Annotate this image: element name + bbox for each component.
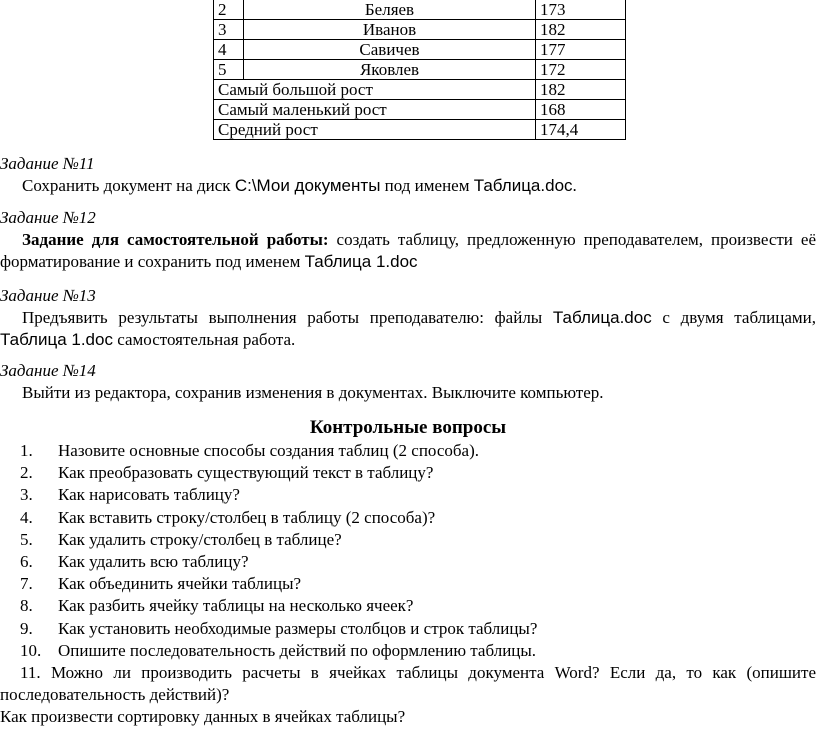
list-item: 1. Назовите основные способы создания таблиц (2 способа). — [20, 441, 480, 460]
summary-row — [214, 80, 626, 100]
row-name: Яковлев — [244, 60, 536, 80]
task-12-title: Задание №12 — [0, 208, 96, 227]
row-number: 2 — [214, 0, 244, 20]
last-question: Как произвести сортировку данных в ячейках таблицы? — [0, 707, 406, 727]
task-13-title: Задание №13 — [0, 286, 96, 305]
file-name: Таблица 1.doc — [0, 330, 113, 349]
table-row — [214, 0, 626, 20]
file-name: Таблица.doc — [552, 308, 652, 327]
task-13-text: Предъявить результаты выполнения работы преподавателю: файлы Таблица.doc с двумя таблицами, Таблица 1.doc самостоятельная работа. — [0, 308, 816, 349]
task-14-text: Выйти из редактора, сохранив изменения в документах. Выключите компьютер. — [22, 383, 604, 402]
path-text: C:\Мои документы — [234, 176, 381, 195]
list-item: 6. Как удалить всю таблицу? — [20, 552, 249, 572]
task-14-title: Задание №14 — [0, 361, 96, 380]
row-name: Савичев — [244, 40, 536, 60]
file-name: Таблица 1.doc — [304, 252, 418, 271]
list-item: 8. Как разбить ячейку таблицы на несколько ячеек? — [20, 596, 414, 616]
task-13 — [0, 285, 816, 351]
summary-value: 174,4 — [536, 120, 626, 140]
row-height: 177 — [536, 40, 626, 60]
list-item: 10. Опишите последовательность действий по оформлению таблицы. — [20, 640, 537, 660]
task-12-text: Задание для самостоятельной работы: создать таблицу, предложенную преподавателем, произвести её форматирование и сохранить под именем Таблица 1.doc — [0, 230, 816, 271]
row-number: 4 — [214, 40, 244, 60]
list-item: 5. Как удалить строку/столбец в таблице? — [20, 529, 342, 549]
list-item: 3. Как нарисовать таблицу? — [20, 485, 240, 505]
summary-label: Самый маленький рост — [214, 100, 536, 120]
table-row — [214, 40, 626, 60]
row-name: Иванов — [244, 20, 536, 40]
task-12 — [0, 207, 816, 273]
row-height: 182 — [536, 20, 626, 40]
list-item: 4. Как вставить строку/столбец в таблицу (2 способа)? — [20, 507, 436, 527]
questions-list — [0, 440, 816, 729]
row-number: 5 — [214, 60, 244, 80]
summary-row — [214, 120, 626, 140]
row-name: Беляев — [244, 0, 536, 20]
summary-label: Самый большой рост — [214, 80, 536, 100]
table-row — [214, 60, 626, 80]
summary-label: Средний рост — [214, 120, 536, 140]
task-11-text: Сохранить документ на диск C:\Мои документы под именем Таблица.doc. — [22, 176, 577, 195]
table-row — [214, 20, 626, 40]
task-11-title: Задание №11 — [0, 154, 95, 173]
summary-value: 182 — [536, 80, 626, 100]
height-table — [213, 0, 626, 140]
row-height: 173 — [536, 0, 626, 20]
task-11 — [0, 153, 816, 197]
list-item: 2. Как преобразовать существующий текст в таблицу? — [20, 463, 434, 483]
summary-value: 168 — [536, 100, 626, 120]
questions-title: Контрольные вопросы — [309, 417, 507, 438]
task-12-bold: Задание для самостоятельной работы: — [22, 230, 329, 249]
row-height: 172 — [536, 60, 626, 80]
list-item: 7. Как объединить ячейки таблицы? — [20, 574, 302, 594]
file-name: Таблица.doc — [473, 176, 573, 195]
summary-row — [214, 100, 626, 120]
task-14 — [0, 360, 816, 404]
list-item: 9. Как установить необходимые размеры столбцов и строк таблицы? — [20, 618, 538, 638]
row-number: 3 — [214, 20, 244, 40]
list-item: 11. Можно ли производить расчеты в ячейках таблицы документа Word? Если да, то как (опишите последовательность действий)? — [0, 663, 816, 705]
